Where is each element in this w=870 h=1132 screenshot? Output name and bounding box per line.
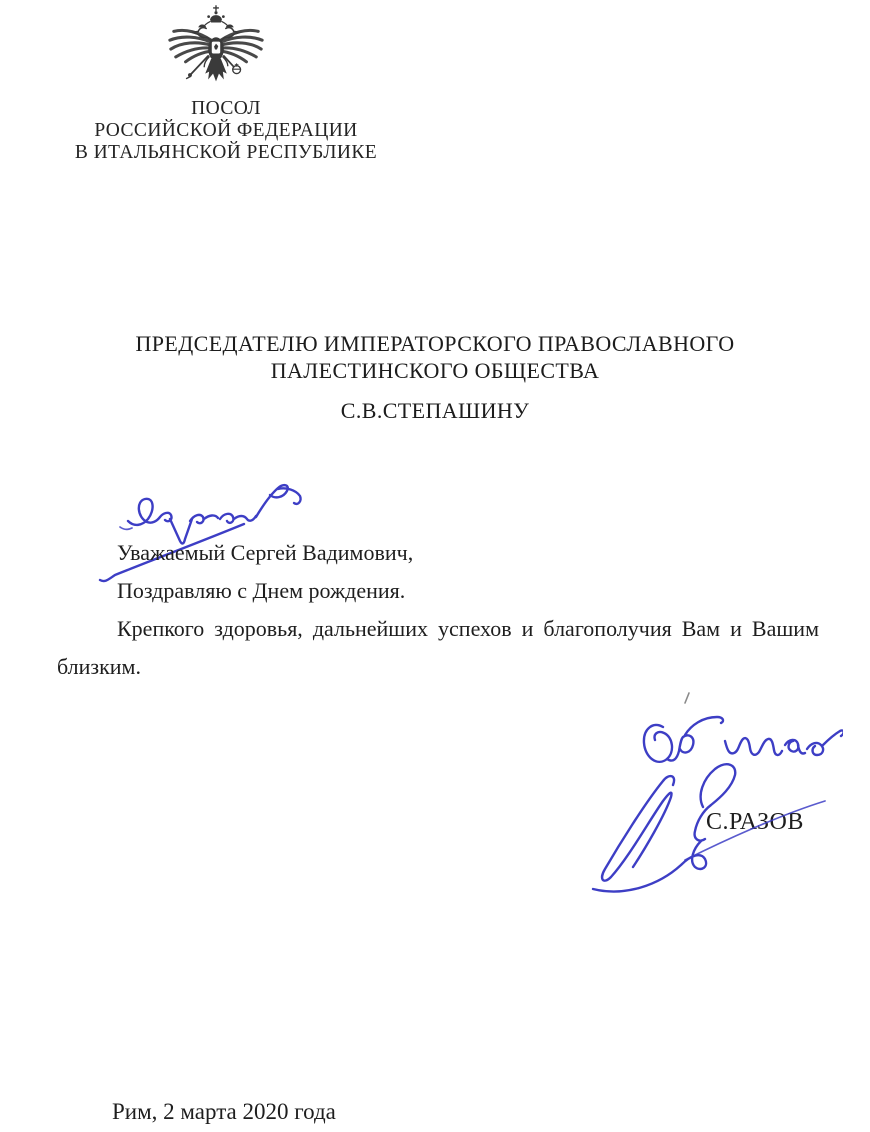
russian-coat-of-arms-icon [162, 4, 270, 98]
salutation-line [57, 534, 819, 572]
dateline: Рим, 2 марта 2020 года [112, 1099, 336, 1124]
addressee-block [0, 330, 870, 424]
letterhead-line-1: ПОСОЛ [191, 98, 261, 119]
addressee-line-2: ПАЛЕСТИНСКОГО ОБЩЕСТВА [270, 358, 600, 383]
salutation-rest: Сергей Вадимович, [225, 540, 414, 565]
body-paragraph-2: Крепкого здоровья, дальнейших успехов и благополучия Вам и Вашим близким. [57, 616, 819, 679]
addressee-name: С.В.СТЕПАШИНУ [340, 398, 530, 423]
printed-signature-name: С.РАЗОВ [706, 809, 804, 835]
letterhead-line-2: РОССИЙСКОЙ ФЕДЕРАЦИИ [94, 120, 358, 141]
signature-scribble [585, 745, 830, 900]
letter-body [57, 534, 819, 686]
letterhead [46, 98, 406, 164]
letterhead-line-3: В ИТАЛЬЯНСКОЙ РЕСПУБЛИКЕ [74, 142, 378, 163]
body-paragraph-1: Поздравляю с Днем рождения. [117, 578, 406, 603]
addressee-line-1: ПРЕДСЕДАТЕЛЮ ИМПЕРАТОРСКОГО ПРАВОСЛАВНОГО [135, 331, 735, 356]
struck-word: Уважаемый [117, 540, 226, 565]
pen-tick-mark-icon [683, 691, 691, 705]
